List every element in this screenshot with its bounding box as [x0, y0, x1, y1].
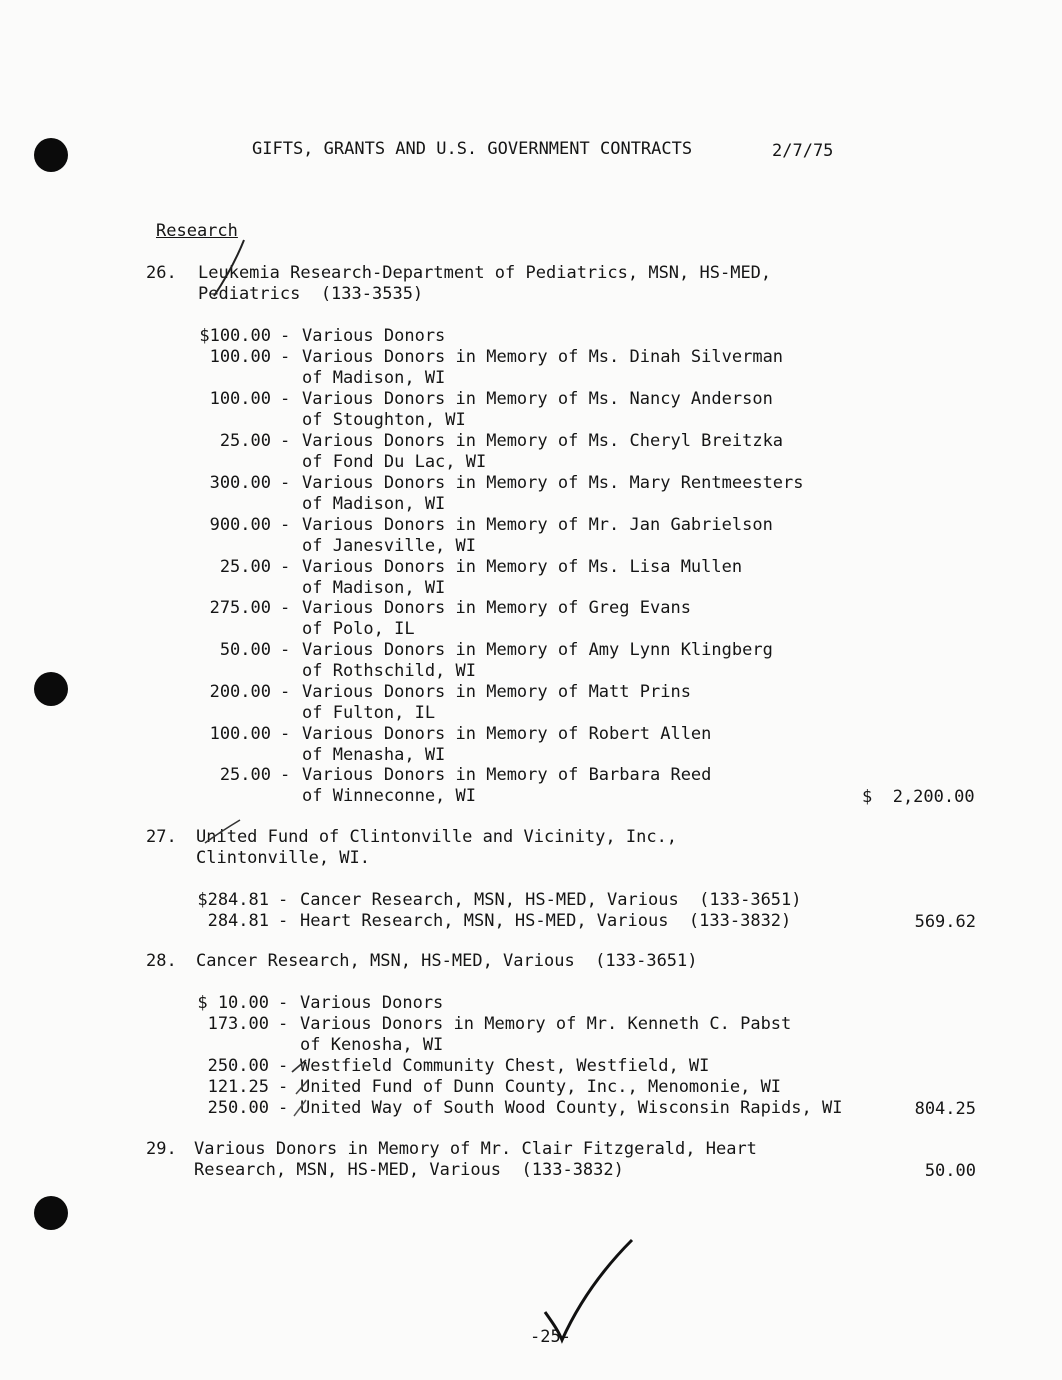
- page-date: 2/7/75: [772, 141, 834, 161]
- page-title: GIFTS, GRANTS AND U.S. GOVERNMENT CONTRACTS: [252, 139, 693, 159]
- check-mark-research: [214, 240, 244, 296]
- gift-dash: -: [280, 557, 291, 577]
- gift-description: Cancer Research, MSN, HS-MED, Various (133-3651): [300, 890, 802, 910]
- gift-location: of Madison, WI: [302, 494, 446, 514]
- gift-amount: 25.00: [219, 557, 271, 577]
- gift-description: Various Donors in Memory of Mr. Kenneth C. Pabst: [300, 1014, 792, 1034]
- gift-amount: 275.00: [209, 598, 271, 618]
- gift-description: Various Donors in Memory of Mr. Jan Gabrielson: [302, 515, 773, 535]
- gift-description: Various Donors in Memory of Ms. Cheryl Breitzka: [302, 431, 784, 451]
- gift-location: of Janesville, WI: [302, 536, 476, 556]
- gift-amount: $100.00: [199, 326, 271, 346]
- gift-description: Various Donors: [300, 993, 444, 1013]
- check-mark-page: [545, 1240, 632, 1340]
- gift-dash: -: [280, 682, 291, 702]
- gift-dash: -: [280, 431, 291, 451]
- gift-amount: 121.25: [207, 1077, 269, 1097]
- gift-amount: 250.00: [207, 1056, 269, 1076]
- gift-description: Various Donors in Memory of Amy Lynn Klingberg: [302, 640, 773, 660]
- gift-dash: -: [278, 890, 289, 910]
- gift-amount: 200.00: [209, 682, 271, 702]
- gift-location: of Menasha, WI: [302, 745, 446, 765]
- gift-location: of Kenosha, WI: [300, 1035, 444, 1055]
- gift-location: of Stoughton, WI: [302, 410, 466, 430]
- gift-dash: -: [280, 640, 291, 660]
- entry-title-line: United Fund of Clintonville and Vicinity, Inc.,: [196, 827, 678, 847]
- gift-amount: 100.00: [209, 347, 271, 367]
- entry-title-line: Pediatrics (133-3535): [198, 284, 424, 304]
- entry-title-line: Cancer Research, MSN, HS-MED, Various (133-3651): [196, 951, 698, 971]
- gift-amount: 25.00: [219, 431, 271, 451]
- section-heading: Research: [156, 221, 238, 241]
- gift-dash: -: [280, 389, 291, 409]
- entry-total: 50.00: [924, 1161, 976, 1181]
- gift-dash: -: [280, 724, 291, 744]
- gift-description: Various Donors in Memory of Robert Allen: [302, 724, 712, 744]
- gift-location: of Madison, WI: [302, 368, 446, 388]
- gift-dash: -: [278, 1077, 289, 1097]
- gift-dash: -: [278, 1014, 289, 1034]
- gift-description: United Fund of Dunn County, Inc., Menomonie, WI: [300, 1077, 782, 1097]
- gift-description: Various Donors in Memory of Ms. Dinah Silverman: [302, 347, 784, 367]
- gift-dash: -: [280, 473, 291, 493]
- gift-dash: -: [280, 347, 291, 367]
- gift-description: Westfield Community Chest, Westfield, WI: [300, 1056, 710, 1076]
- gift-amount: 284.81: [207, 911, 269, 931]
- gift-description: Various Donors in Memory of Ms. Lisa Mullen: [302, 557, 743, 577]
- entry-title-line: Clintonville, WI.: [196, 848, 370, 868]
- gift-dash: -: [280, 326, 291, 346]
- gift-amount: 900.00: [209, 515, 271, 535]
- gift-dash: -: [278, 1056, 289, 1076]
- gift-amount: 50.00: [219, 640, 271, 660]
- entry-number: 29.: [146, 1139, 177, 1159]
- entry-total: 804.25: [914, 1099, 976, 1119]
- gift-amount: 100.00: [209, 389, 271, 409]
- entry-number: 26.: [146, 263, 177, 283]
- gift-location: of Winneconne, WI: [302, 786, 476, 806]
- gift-location: of Madison, WI: [302, 578, 446, 598]
- entry-title-line: Leukemia Research-Department of Pediatrics, MSN, HS-MED,: [198, 263, 772, 283]
- entry-number: 28.: [146, 951, 177, 971]
- check-mark-south-wood: [294, 1100, 306, 1116]
- entry-total: $ 2,200.00: [862, 787, 975, 807]
- gift-location: of Polo, IL: [302, 619, 415, 639]
- gift-dash: -: [278, 1098, 289, 1118]
- gift-description: Various Donors: [302, 326, 446, 346]
- check-mark-entry-27: [205, 820, 240, 843]
- gift-description: Various Donors in Memory of Matt Prins: [302, 682, 691, 702]
- gift-description: Various Donors in Memory of Ms. Nancy Anderson: [302, 389, 773, 409]
- gift-description: United Way of South Wood County, Wisconsin Rapids, WI: [300, 1098, 843, 1118]
- entry-number: 27.: [146, 827, 177, 847]
- entry-title-line: Research, MSN, HS-MED, Various (133-3832): [194, 1160, 624, 1180]
- gift-description: Various Donors in Memory of Barbara Reed: [302, 765, 712, 785]
- gift-dash: -: [278, 993, 289, 1013]
- page-number: -25-: [530, 1327, 571, 1347]
- check-mark-westfield: [292, 1060, 306, 1072]
- gift-location: of Fond Du Lac, WI: [302, 452, 487, 472]
- entry-title-line: Various Donors in Memory of Mr. Clair Fitzgerald, Heart: [194, 1139, 757, 1159]
- gift-amount: $ 10.00: [197, 993, 269, 1013]
- gift-location: of Fulton, IL: [302, 703, 436, 723]
- gift-amount: 100.00: [209, 724, 271, 744]
- gift-dash: -: [280, 765, 291, 785]
- gift-dash: -: [278, 911, 289, 931]
- gift-amount: $284.81: [197, 890, 269, 910]
- gift-dash: -: [280, 515, 291, 535]
- check-mark-dunn: [296, 1080, 308, 1094]
- gift-amount: 250.00: [207, 1098, 269, 1118]
- gift-description: Heart Research, MSN, HS-MED, Various (133-3832): [300, 911, 792, 931]
- gift-amount: 25.00: [219, 765, 271, 785]
- gift-description: Various Donors in Memory of Greg Evans: [302, 598, 691, 618]
- gift-location: of Rothschild, WI: [302, 661, 476, 681]
- entry-total: 569.62: [914, 912, 976, 932]
- gift-amount: 173.00: [207, 1014, 269, 1034]
- gift-amount: 300.00: [209, 473, 271, 493]
- gift-dash: -: [280, 598, 291, 618]
- gift-description: Various Donors in Memory of Ms. Mary Rentmeesters: [302, 473, 804, 493]
